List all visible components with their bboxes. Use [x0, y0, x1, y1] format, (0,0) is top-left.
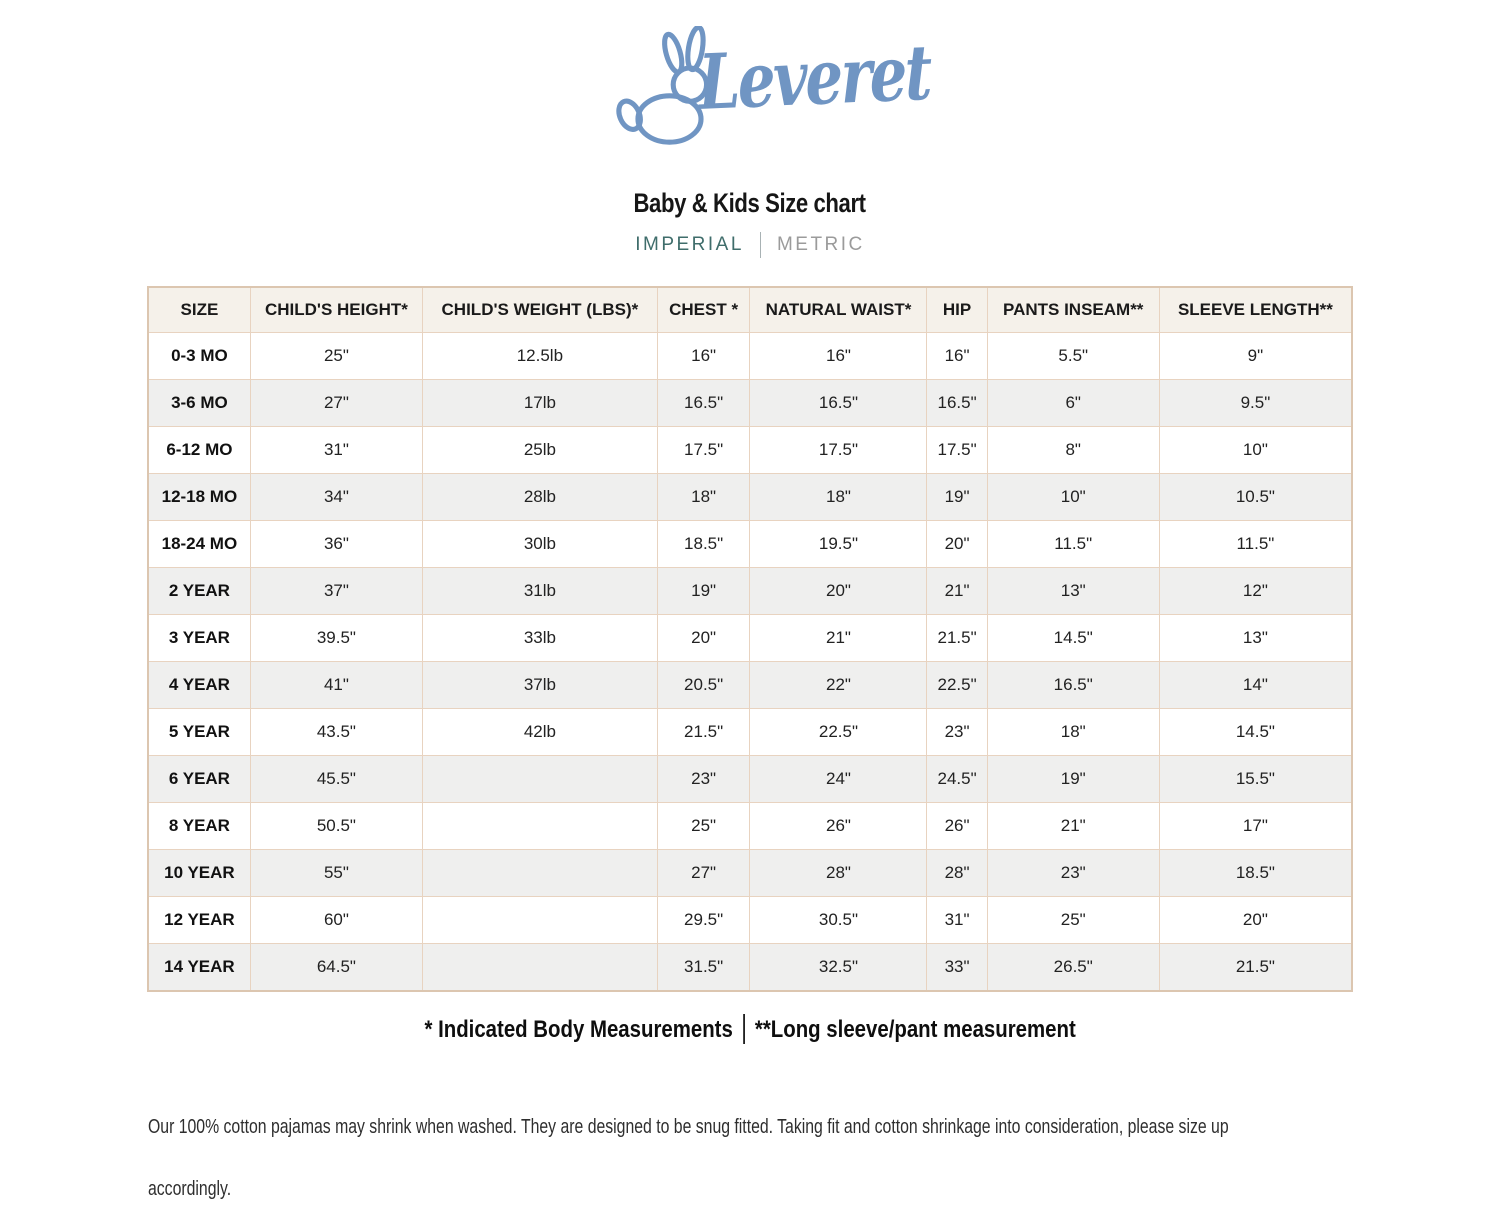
- tab-imperial[interactable]: IMPERIAL: [635, 234, 744, 255]
- table-row: [148, 756, 1352, 803]
- size-cell: 3-6 MO: [148, 380, 250, 427]
- value-cell: 21": [987, 803, 1159, 850]
- value-cell: 21": [927, 568, 987, 615]
- value-cell: 50.5": [250, 803, 422, 850]
- value-cell: 22.5": [750, 709, 927, 756]
- value-cell: 25": [250, 333, 422, 380]
- value-cell: 16": [750, 333, 927, 380]
- value-cell: 30lb: [423, 521, 658, 568]
- value-cell: 17.5": [927, 427, 987, 474]
- value-cell: [423, 756, 658, 803]
- value-cell: 16.5": [750, 380, 927, 427]
- value-cell: 22.5": [927, 662, 987, 709]
- value-cell: 24.5": [927, 756, 987, 803]
- value-cell: [423, 944, 658, 992]
- table-row: [148, 521, 1352, 568]
- value-cell: 41": [250, 662, 422, 709]
- value-cell: 64.5": [250, 944, 422, 992]
- value-cell: 27": [250, 380, 422, 427]
- shrinkage-note-line2: accordingly.: [148, 1178, 232, 1200]
- value-cell: 16.5": [927, 380, 987, 427]
- value-cell: 39.5": [250, 615, 422, 662]
- value-cell: 10.5": [1159, 474, 1352, 521]
- value-cell: 18.5": [1159, 850, 1352, 897]
- value-cell: 20": [1159, 897, 1352, 944]
- value-cell: 23": [927, 709, 987, 756]
- table-row: [148, 897, 1352, 944]
- value-cell: [423, 803, 658, 850]
- table-row: [148, 615, 1352, 662]
- size-cell: 0-3 MO: [148, 333, 250, 380]
- value-cell: 16.5": [987, 662, 1159, 709]
- value-cell: 17.5": [657, 427, 750, 474]
- size-cell: 4 YEAR: [148, 662, 250, 709]
- value-cell: 10": [1159, 427, 1352, 474]
- tab-divider: [760, 232, 761, 258]
- value-cell: 21.5": [657, 709, 750, 756]
- page-title: Baby & Kids Size chart: [633, 188, 867, 218]
- value-cell: 20": [927, 521, 987, 568]
- footnote-body-measurements: * Indicated Body Measurements: [424, 1016, 733, 1043]
- size-cell: 18-24 MO: [148, 521, 250, 568]
- table-row: [148, 850, 1352, 897]
- value-cell: 37": [250, 568, 422, 615]
- value-cell: 14.5": [1159, 709, 1352, 756]
- size-cell: 12-18 MO: [148, 474, 250, 521]
- size-cell: 8 YEAR: [148, 803, 250, 850]
- value-cell: 21": [750, 615, 927, 662]
- value-cell: 32.5": [750, 944, 927, 992]
- table-header: [148, 287, 1352, 333]
- value-cell: 31": [927, 897, 987, 944]
- value-cell: 19": [927, 474, 987, 521]
- value-cell: 45.5": [250, 756, 422, 803]
- size-cell: 14 YEAR: [148, 944, 250, 992]
- value-cell: 23": [987, 850, 1159, 897]
- value-cell: 31lb: [423, 568, 658, 615]
- value-cell: 34": [250, 474, 422, 521]
- table-row: [148, 474, 1352, 521]
- value-cell: 18.5": [657, 521, 750, 568]
- value-cell: 26": [927, 803, 987, 850]
- value-cell: 18": [750, 474, 927, 521]
- value-cell: 21.5": [1159, 944, 1352, 992]
- column-header: CHEST *: [657, 287, 750, 333]
- value-cell: 9.5": [1159, 380, 1352, 427]
- table-row: [148, 568, 1352, 615]
- column-header: CHILD'S HEIGHT*: [250, 287, 422, 333]
- value-cell: 29.5": [657, 897, 750, 944]
- value-cell: 33lb: [423, 615, 658, 662]
- value-cell: 20": [657, 615, 750, 662]
- size-cell: 6-12 MO: [148, 427, 250, 474]
- value-cell: [423, 897, 658, 944]
- table-row: [148, 709, 1352, 756]
- value-cell: 20": [750, 568, 927, 615]
- value-cell: 20.5": [657, 662, 750, 709]
- value-cell: 28": [927, 850, 987, 897]
- size-cell: 5 YEAR: [148, 709, 250, 756]
- value-cell: 42lb: [423, 709, 658, 756]
- value-cell: 19": [987, 756, 1159, 803]
- brand-wordmark: Leveret: [697, 27, 932, 128]
- footnote-divider: [743, 1014, 745, 1044]
- value-cell: 30.5": [750, 897, 927, 944]
- value-cell: 37lb: [423, 662, 658, 709]
- value-cell: 16.5": [657, 380, 750, 427]
- value-cell: 8": [987, 427, 1159, 474]
- value-cell: 33": [927, 944, 987, 992]
- value-cell: 16": [927, 333, 987, 380]
- table-row: [148, 944, 1352, 992]
- table-row: [148, 803, 1352, 850]
- column-header: HIP: [927, 287, 987, 333]
- value-cell: 12": [1159, 568, 1352, 615]
- value-cell: 5.5": [987, 333, 1159, 380]
- value-cell: 28lb: [423, 474, 658, 521]
- tab-metric[interactable]: METRIC: [776, 234, 865, 255]
- column-header: PANTS INSEAM**: [987, 287, 1159, 333]
- value-cell: 19.5": [750, 521, 927, 568]
- value-cell: 10": [987, 474, 1159, 521]
- value-cell: 22": [750, 662, 927, 709]
- value-cell: 31.5": [657, 944, 750, 992]
- table-row: [148, 380, 1352, 427]
- size-cell: 10 YEAR: [148, 850, 250, 897]
- value-cell: 6": [987, 380, 1159, 427]
- value-cell: 18": [987, 709, 1159, 756]
- value-cell: 60": [250, 897, 422, 944]
- value-cell: [423, 850, 658, 897]
- size-cell: 3 YEAR: [148, 615, 250, 662]
- value-cell: 18": [657, 474, 750, 521]
- value-cell: 17.5": [750, 427, 927, 474]
- value-cell: 36": [250, 521, 422, 568]
- value-cell: 13": [987, 568, 1159, 615]
- value-cell: 43.5": [250, 709, 422, 756]
- shrinkage-note: [148, 1096, 1396, 1220]
- shrinkage-note-line1: Our 100% cotton pajamas may shrink when washed. They are designed to be snug fitted. Taking fit and cotton shrinkage into consideration, please size up: [148, 1116, 1229, 1138]
- value-cell: 12.5lb: [423, 333, 658, 380]
- table-row: [148, 427, 1352, 474]
- value-cell: 16": [657, 333, 750, 380]
- table-row: [148, 333, 1352, 380]
- value-cell: 55": [250, 850, 422, 897]
- value-cell: 19": [657, 568, 750, 615]
- value-cell: 26": [750, 803, 927, 850]
- footnote: [0, 1014, 1500, 1044]
- value-cell: 11.5": [1159, 521, 1352, 568]
- value-cell: 26.5": [987, 944, 1159, 992]
- value-cell: 24": [750, 756, 927, 803]
- size-table: [147, 286, 1353, 992]
- value-cell: 27": [657, 850, 750, 897]
- footnote-sleeve-pant: **Long sleeve/pant measurement: [754, 1016, 1076, 1043]
- value-cell: 14": [1159, 662, 1352, 709]
- table-body: [148, 333, 1352, 992]
- column-header: SIZE: [148, 287, 250, 333]
- value-cell: 15.5": [1159, 756, 1352, 803]
- size-cell: 12 YEAR: [148, 897, 250, 944]
- column-header: CHILD'S WEIGHT (LBS)*: [423, 287, 658, 333]
- column-header: SLEEVE LENGTH**: [1159, 287, 1352, 333]
- value-cell: 25": [657, 803, 750, 850]
- value-cell: 25lb: [423, 427, 658, 474]
- size-cell: 2 YEAR: [148, 568, 250, 615]
- value-cell: 28": [750, 850, 927, 897]
- column-header: NATURAL WAIST*: [750, 287, 927, 333]
- value-cell: 14.5": [987, 615, 1159, 662]
- value-cell: 23": [657, 756, 750, 803]
- value-cell: 17lb: [423, 380, 658, 427]
- value-cell: 13": [1159, 615, 1352, 662]
- unit-tabs: [0, 232, 1500, 258]
- value-cell: 25": [987, 897, 1159, 944]
- value-cell: 9": [1159, 333, 1352, 380]
- value-cell: 17": [1159, 803, 1352, 850]
- header-row: [148, 287, 1352, 333]
- brand-logo: [0, 0, 1500, 172]
- size-cell: 6 YEAR: [148, 756, 250, 803]
- table-row: [148, 662, 1352, 709]
- value-cell: 21.5": [927, 615, 987, 662]
- value-cell: 11.5": [987, 521, 1159, 568]
- value-cell: 31": [250, 427, 422, 474]
